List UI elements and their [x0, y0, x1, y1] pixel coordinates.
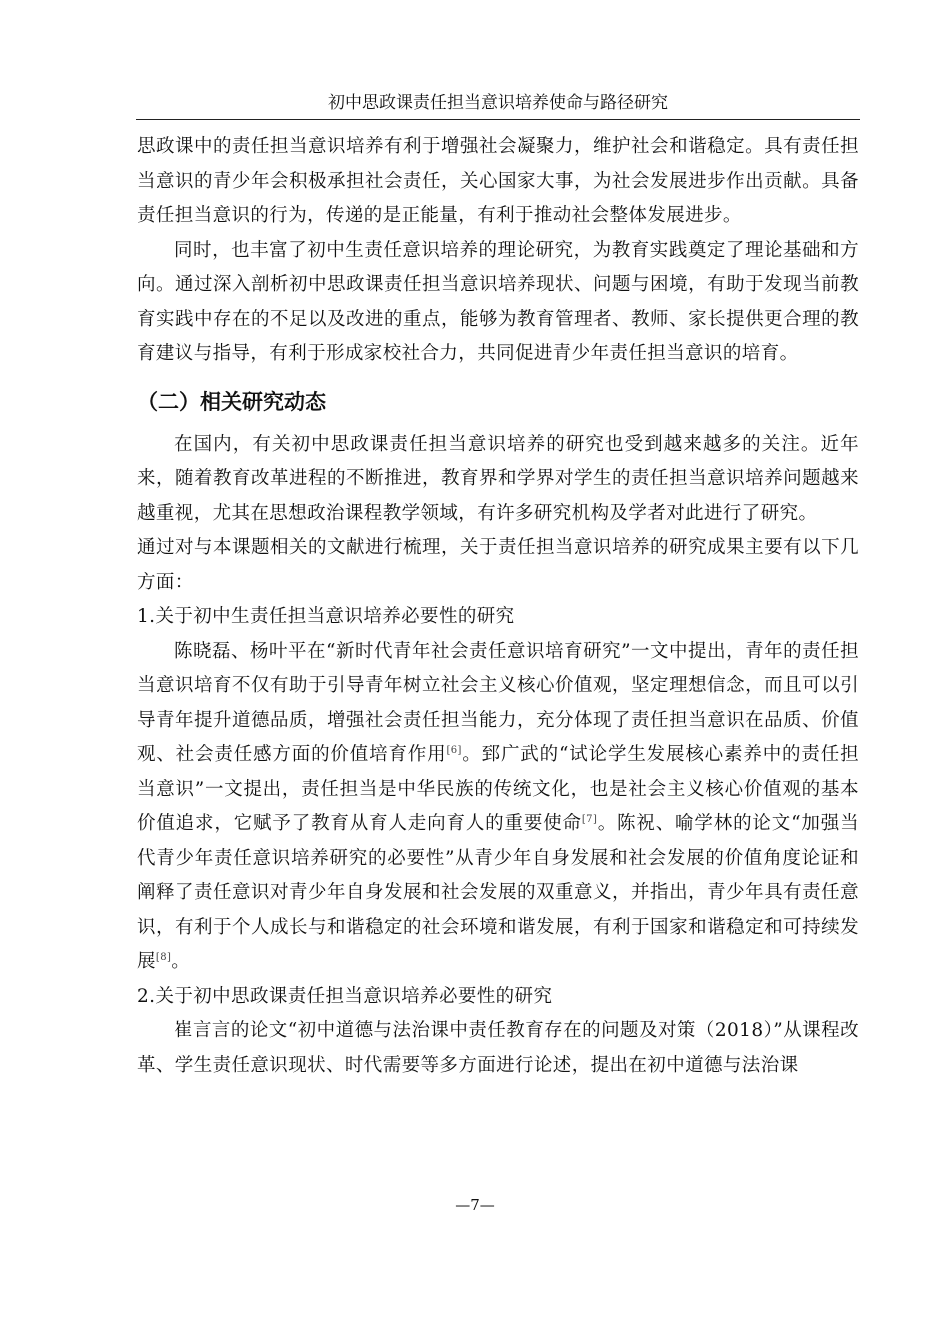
citation-7: [7]	[581, 814, 598, 825]
subheading-necessity-course: 2.关于初中思政课责任担当意识培养必要性的研究	[137, 985, 553, 1007]
section-heading-research-status: （二）相关研究动态	[137, 389, 326, 414]
citation-8: [8]	[155, 952, 172, 963]
page-number: —7—	[455, 1196, 495, 1214]
running-header-title: 初中思政课责任担当意识培养使命与路径研究	[328, 93, 668, 113]
paragraph-social-cohesion: 思政课中的责任担当意识培养有利于增强社会凝聚力，维护社会和谐稳定。具有责任担当意识的青少年会积极承担社会责任，关心国家大事，为社会发展进步作出贡献。具备责任担当意识的行为，传递的是正能量，有利于推动社会整体发展进步。	[137, 136, 859, 226]
running-header	[136, 92, 860, 120]
paragraph-scholars-part-3: 。陈祝、喻学林的论文“加强当代青少年责任意识培养研究的必要性”从青少年自身发展和社会发展的价值角度论证和阐释了责任意识对青少年自身发展和社会发展的双重意义，并指出，青少年具有责任意识，有利于个人成长与和谐稳定的社会环境和谐发展，有利于国家和谐稳定和可持续发展	[137, 813, 859, 972]
paragraph-literature-review: 通过对与本课题相关的文献进行梳理，关于责任担当意识培养的研究成果主要有以下几方面：	[137, 537, 859, 593]
page-body	[137, 130, 859, 1083]
paragraph-scholars-part-4: 。	[171, 951, 191, 972]
citation-6: [6]	[446, 745, 462, 756]
paragraph-scholars-part-2: 。郅广武的“试论学生发展核心素养中的责任担当意识”一文提出，责任担当是中华民族的传统文化，也是社会主义核心价值观的基本价值追求，它赋予了教育从育人走向育人的重要使命	[137, 744, 859, 834]
paragraph-theory-enrichment: 同时，也丰富了初中生责任意识培养的理论研究，为教育实践奠定了理论基础和方向。通过深入剖析初中思政课责任担当意识培养现状、问题与困境，有助于发现当前教育实践中存在的不足以及改进的重点，能够为教育管理者、教师、家长提供更合理的教育建议与指导，有利于形成家校社合力，共同促进青少年责任担当意识的培育。	[137, 239, 859, 364]
paragraph-cui-yanyan: 崔言言的论文“初中道德与法治课中责任教育存在的问题及对策（2018）”从课程改革、学生责任意识现状、时代需要等多方面进行论述，提出在初中道德与法治课	[137, 1020, 859, 1076]
subheading-necessity-students: 1.关于初中生责任担当意识培养必要性的研究	[137, 606, 515, 627]
paragraph-scholars-part-1: 陈晓磊、杨叶平在“新时代青年社会责任意识培育研究”一文中提出，青年的责任担当意识培育不仅有助于引导青年树立社会主义核心价值观，坚定理想信念，而且可以引导青年提升道德品质，增强社会责任担当能力，充分体现了责任担当意识在品质、价值观、社会责任感方面的价值培育作用	[137, 640, 859, 765]
paragraph-scholars-views	[137, 635, 859, 980]
paragraph-domestic-research: 在国内，有关初中思政课责任担当意识培养的研究也受到越来越多的关注。近年来，随着教育改革进程的不断推进，教育界和学界对学生的责任担当意识培养问题越来越重视，尤其在思想政治课程教学领域，有许多研究机构及学者对此进行了研究。	[137, 433, 859, 524]
